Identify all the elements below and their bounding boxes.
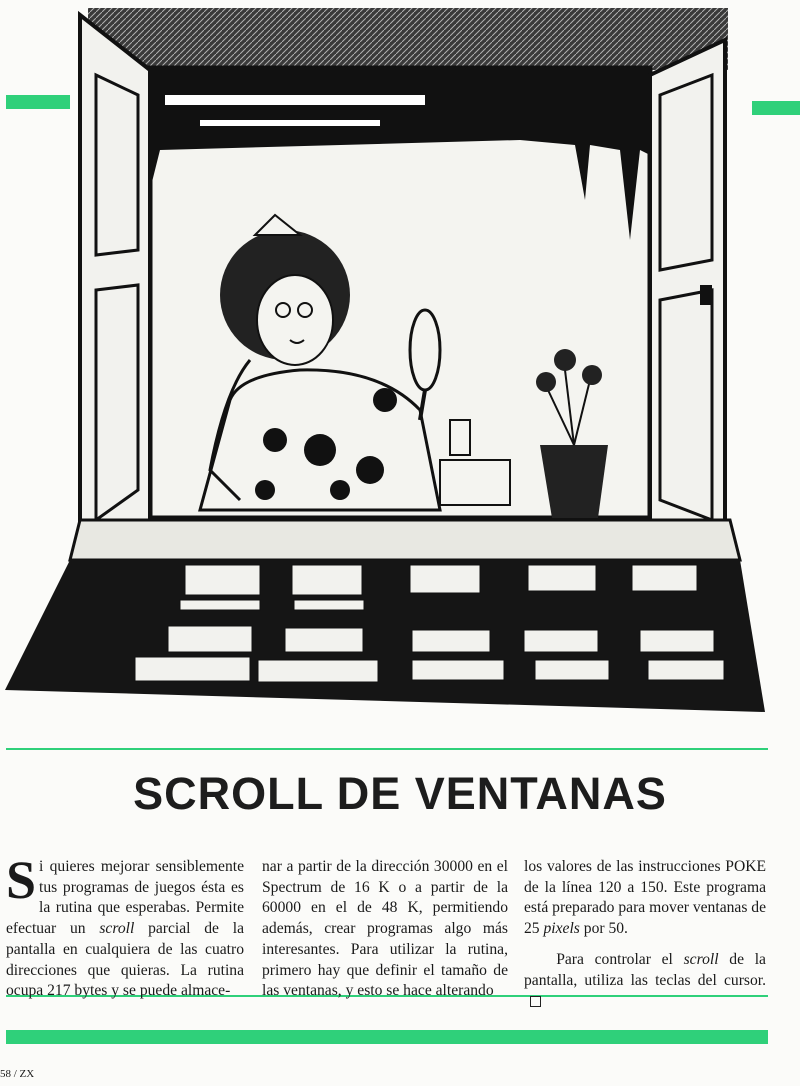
hand-mirror [410,310,440,390]
col1-text-continued: parcial de la pantalla en cualquiera de las cuatro direcciones que quieras. La rutina ocupa 217 bytes y se puede almace- [6,920,244,1000]
col2-text: nar a partir de la dirección 30000 en el Spectrum de 16 K o a partir de la 60000 en el de 48 K, permitiendo además, crear programas algo más interesantes. Para utilizar la rutina, primero hay que definir el tamaño de las ventanas, y esto se hace alterando [262,858,508,1000]
rule-above-title [6,748,768,750]
window-sill [70,520,740,560]
col1-text: i quieres mejorar sensiblemente tus programas de juegos ésta es la rutina que esperabas. Permite efectuar un [6,858,244,938]
page-folio: 58 / ZX [0,1068,35,1080]
body-column-3 [524,857,766,1012]
article-title: SCROLL DE VENTANAS [133,768,667,819]
end-of-article-box-icon [530,996,541,1007]
col3-emphasis: pixels [543,920,580,938]
accent-bar-bottom [6,1030,768,1044]
drop-cap: S [6,850,37,910]
body-column-1 [6,850,244,1002]
col3-p2-text-continued: de la pantalla, utiliza las teclas del cursor. [524,950,766,989]
col3-text: los valores de las instrucciones POKE de la línea 120 a 150. Este programa está preparado para mover ventanas de 25 [524,858,767,938]
col3-p2-text: Para controlar el [556,950,684,968]
col3-paragraph-2 [524,950,766,1012]
body-column-2 [262,857,508,1002]
col3-paragraph-1 [524,857,766,940]
col1-emphasis: scroll [99,920,135,938]
col3-text-continued: por 50. [579,920,628,938]
col3-p2-emphasis: scroll [683,950,719,968]
